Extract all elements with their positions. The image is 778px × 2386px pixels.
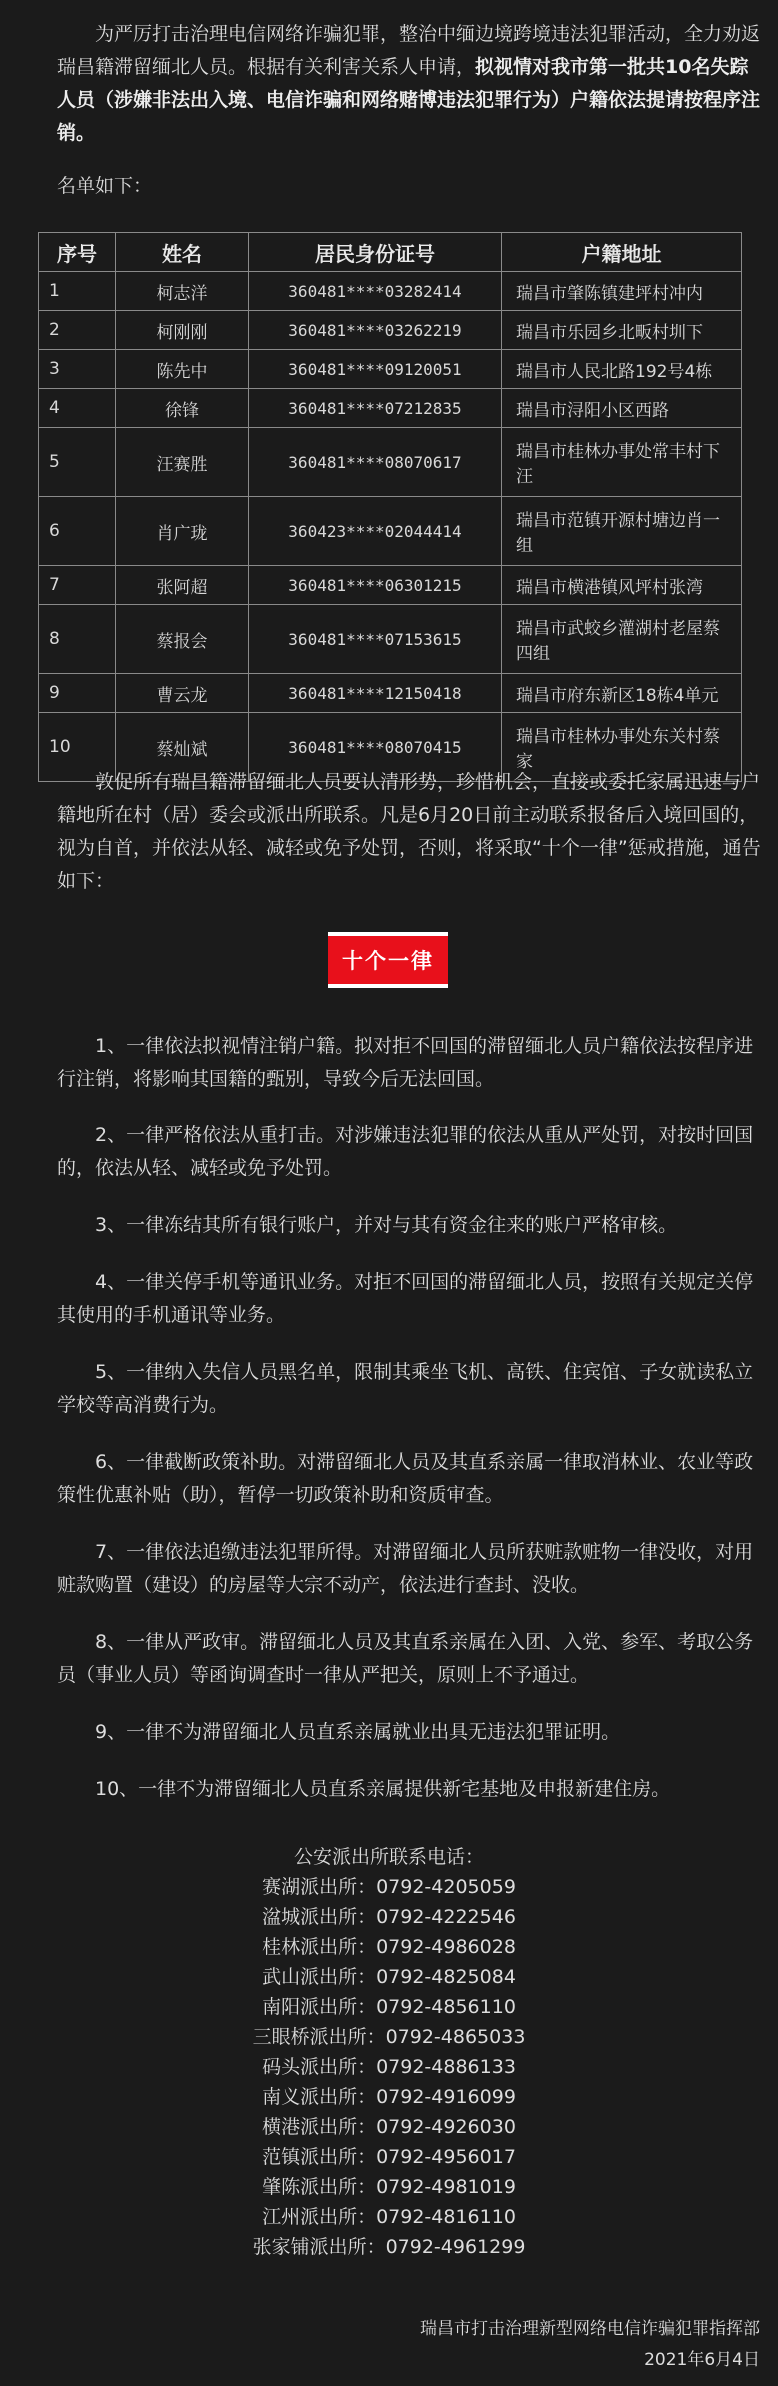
cell-name: 徐锋 — [116, 389, 249, 428]
header-name: 姓名 — [116, 233, 249, 272]
cell-id: 360481****06301215 — [249, 566, 502, 605]
contact-item: 江州派出所：0792-4816110 — [262, 2206, 516, 2228]
cell-no: 6 — [39, 497, 116, 566]
police-contacts — [0, 1842, 778, 2262]
cell-name: 蔡报会 — [116, 605, 249, 674]
contact-item: 横港派出所：0792-4926030 — [262, 2116, 516, 2138]
cell-id: 360481****03282414 — [249, 272, 502, 311]
signature-org: 瑞昌市打击治理新型网络电信诈骗犯罪指挥部 — [420, 2319, 760, 2339]
measure-item-1: 1、一律依法拟视情注销户籍。拟对拒不回国的滞留缅北人员户籍依法按程序进行注销，将影响其国籍的甄别，导致今后无法回国。 — [57, 1035, 754, 1090]
table-row — [39, 566, 742, 605]
contact-item: 码头派出所：0792-4886133 — [262, 2056, 516, 2078]
roster-table — [38, 232, 742, 782]
urge-paragraph: 敦促所有瑞昌籍滞留缅北人员要认清形势，珍惜机会，直接或委托家属迅速与户籍地所在村（居）委会或派出所联系。凡是6月20日前主动联系报备后入境回国的，视为自首，并依法从轻、减轻或免予处罚，否则，将采取“十个一律”惩戒措施，通告如下： — [57, 771, 761, 892]
cell-name: 汪赛胜 — [116, 428, 249, 497]
cell-no: 1 — [39, 272, 116, 311]
cell-name: 肖广珑 — [116, 497, 249, 566]
table-row — [39, 272, 742, 311]
header-address: 户籍地址 — [502, 233, 742, 272]
cell-address: 瑞昌市桂林办事处东关村蔡家 — [502, 713, 742, 782]
measure-item-8: 8、一律从严政审。滞留缅北人员及其直系亲属在入团、入党、参军、考取公务员（事业人员）等函询调查时一律从严把关，原则上不予通过。 — [57, 1631, 754, 1686]
banner-label: 十个一律 — [342, 949, 434, 973]
cell-no: 8 — [39, 605, 116, 674]
cell-id: 360481****09120051 — [249, 350, 502, 389]
intro-lead: 为严厉打击治理电信网络诈骗犯罪，整治中缅边境跨境违法犯罪活动，全力劝返瑞昌籍滞留缅北人员。根据有关利害关系人申请， — [57, 23, 761, 78]
cell-id: 360481****07153615 — [249, 605, 502, 674]
cell-no: 7 — [39, 566, 116, 605]
cell-name: 曹云龙 — [116, 674, 249, 713]
contact-item: 张家铺派出所：0792-4961299 — [252, 2236, 526, 2258]
table-row — [39, 605, 742, 674]
cell-address: 瑞昌市横港镇风坪村张湾 — [502, 566, 742, 605]
contact-item: 武山派出所：0792-4825084 — [262, 1966, 516, 1988]
measure-item-7: 7、一律依法追缴违法犯罪所得。对滞留缅北人员所获赃款赃物一律没收，对用赃款购置（建设）的房屋等大宗不动产，依法进行查封、没收。 — [57, 1541, 754, 1596]
cell-no: 3 — [39, 350, 116, 389]
cell-name: 柯刚刚 — [116, 311, 249, 350]
contact-item: 范镇派出所：0792-4956017 — [262, 2146, 516, 2168]
cell-id: 360423****02044414 — [249, 497, 502, 566]
measure-item-2: 2、一律严格依法从重打击。对涉嫌违法犯罪的依法从重从严处罚，对按时回国的，依法从轻、减轻或免予处罚。 — [57, 1124, 754, 1179]
ten-measures-banner — [328, 932, 448, 988]
cell-id: 360481****12150418 — [249, 674, 502, 713]
measure-item-4: 4、一律关停手机等通讯业务。对拒不回国的滞留缅北人员，按照有关规定关停其使用的手机通讯等业务。 — [57, 1271, 754, 1326]
contact-item: 三眼桥派出所：0792-4865033 — [252, 2026, 526, 2048]
cell-address: 瑞昌市人民北路192号4栋 — [502, 350, 742, 389]
contact-item: 桂林派出所：0792-4986028 — [262, 1936, 516, 1958]
contacts-title: 公安派出所联系电话： — [293, 1846, 484, 1868]
cell-address: 瑞昌市范镇开源村塘边肖一组 — [502, 497, 742, 566]
cell-id: 360481****07212835 — [249, 389, 502, 428]
cell-name: 陈先中 — [116, 350, 249, 389]
contact-item: 肇陈派出所：0792-4981019 — [262, 2176, 516, 2198]
cell-address: 瑞昌市浔阳小区西路 — [502, 389, 742, 428]
names-title: 名单如下： — [57, 175, 153, 197]
table-row — [39, 389, 742, 428]
table-row — [39, 497, 742, 566]
header-no: 序号 — [39, 233, 116, 272]
table-row — [39, 311, 742, 350]
cell-address: 瑞昌市乐园乡北畈村圳下 — [502, 311, 742, 350]
table-row — [39, 428, 742, 497]
cell-no: 10 — [39, 713, 116, 782]
cell-no: 5 — [39, 428, 116, 497]
table-row — [39, 674, 742, 713]
cell-address: 瑞昌市桂林办事处常丰村下汪 — [502, 428, 742, 497]
cell-name: 柯志洋 — [116, 272, 249, 311]
table-row — [39, 350, 742, 389]
intro-paragraph — [57, 18, 762, 150]
header-id: 居民身份证号 — [249, 233, 502, 272]
contact-item: 南义派出所：0792-4916099 — [262, 2086, 516, 2108]
measure-item-3: 3、一律冻结其所有银行账户，并对与其有资金往来的账户严格审核。 — [95, 1214, 678, 1236]
cell-id: 360481****08070617 — [249, 428, 502, 497]
cell-id: 360481****03262219 — [249, 311, 502, 350]
cell-id: 360481****08070415 — [249, 713, 502, 782]
measure-item-5: 5、一律纳入失信人员黑名单，限制其乘坐飞机、高铁、住宾馆、子女就读私立学校等高消费行为。 — [57, 1361, 754, 1416]
cell-address: 瑞昌市肇陈镇建坪村冲内 — [502, 272, 742, 311]
table-header-row — [39, 233, 742, 272]
cell-no: 2 — [39, 311, 116, 350]
cell-no: 9 — [39, 674, 116, 713]
measure-item-9: 9、一律不为滞留缅北人员直系亲属就业出具无违法犯罪证明。 — [95, 1721, 621, 1743]
signature-block — [420, 2314, 760, 2376]
cell-name: 蔡灿斌 — [116, 713, 249, 782]
signature-date: 2021年6月4日 — [644, 2350, 760, 2370]
cell-address: 瑞昌市府东新区18栋4单元 — [502, 674, 742, 713]
measure-item-6: 6、一律截断政策补助。对滞留缅北人员及其直系亲属一律取消林业、农业等政策性优惠补贴（助），暂停一切政策补助和资质审查。 — [57, 1451, 754, 1506]
measure-item-10: 10、一律不为滞留缅北人员直系亲属提供新宅基地及申报新建住房。 — [95, 1778, 671, 1800]
contact-item: 湓城派出所：0792-4222546 — [262, 1906, 516, 1928]
cell-name: 张阿超 — [116, 566, 249, 605]
cell-address: 瑞昌市武蛟乡灌湖村老屋蔡四组 — [502, 605, 742, 674]
contact-item: 赛湖派出所：0792-4205059 — [262, 1876, 516, 1898]
contact-item: 南阳派出所：0792-4856110 — [262, 1996, 516, 2018]
intro-bold: 拟视情对我市第一批共10名失踪人员（涉嫌非法出入境、电信诈骗和网络赌博违法犯罪行为）户籍依法提请按程序注销。 — [57, 56, 761, 144]
cell-no: 4 — [39, 389, 116, 428]
